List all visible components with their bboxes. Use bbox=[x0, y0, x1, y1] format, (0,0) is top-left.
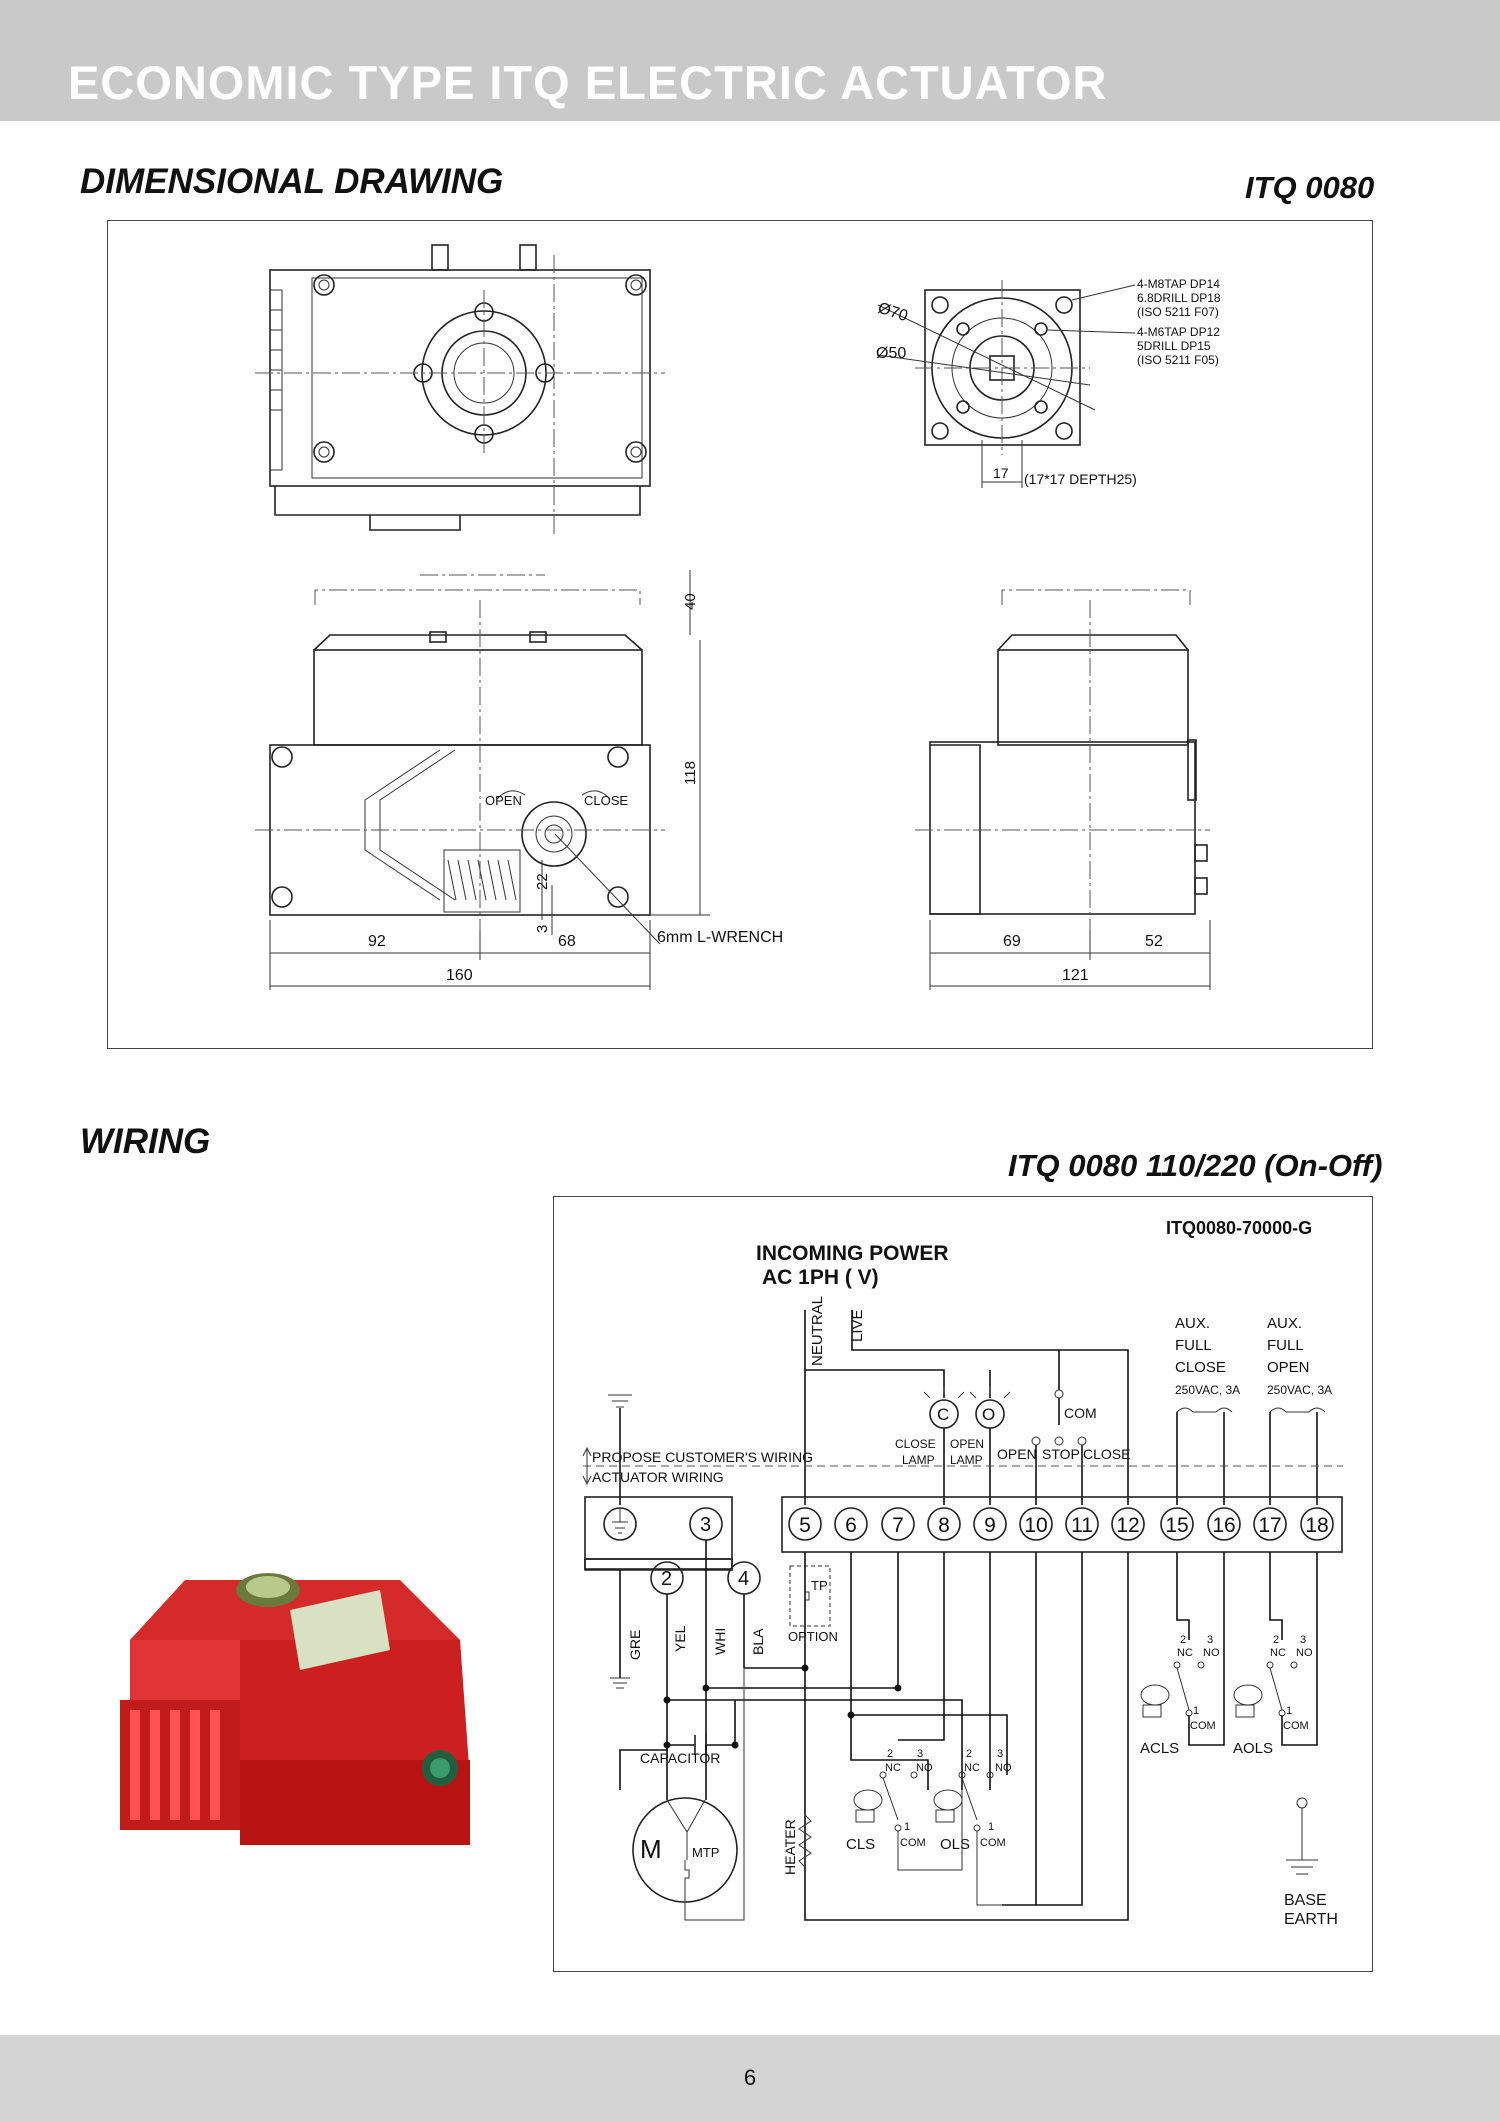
terminal-label: 18 bbox=[1305, 1514, 1329, 1537]
m6-label: 4-M6TAP DP12 bbox=[1137, 325, 1220, 339]
terminal-label: 17 bbox=[1258, 1514, 1282, 1537]
d68-label: 68 bbox=[558, 933, 576, 950]
d52-label: 52 bbox=[1145, 933, 1163, 950]
m8-label: 4-M8TAP DP14 bbox=[1137, 277, 1220, 291]
svg-text:M: M bbox=[640, 1834, 662, 1864]
iso07-label: (ISO 5211 F07) bbox=[1137, 305, 1219, 319]
capacitor-label: CAPACITOR bbox=[640, 1750, 721, 1766]
heater-label: HEATER bbox=[782, 1819, 798, 1875]
dimensional-title: DIMENSIONAL DRAWING bbox=[80, 162, 504, 201]
svg-text:LAMP: LAMP bbox=[902, 1453, 935, 1467]
wiring-code: ITQ0080-70000-G bbox=[1166, 1218, 1313, 1238]
d3-label: 3 bbox=[534, 924, 551, 933]
svg-text:LAMP: LAMP bbox=[950, 1453, 983, 1467]
page-title: ECONOMIC TYPE ITQ ELECTRIC ACTUATOR bbox=[68, 56, 1108, 109]
svg-text:2: 2 bbox=[966, 1748, 973, 1760]
svg-text:1: 1 bbox=[1193, 1705, 1200, 1717]
svg-text:OPEN: OPEN bbox=[950, 1437, 985, 1451]
wire-whi: WHI bbox=[712, 1627, 728, 1655]
terminal-label: 15 bbox=[1165, 1514, 1189, 1537]
svg-text:4: 4 bbox=[738, 1568, 750, 1590]
terminal-label: 11 bbox=[1071, 1514, 1093, 1537]
terminal-label: 9 bbox=[984, 1514, 996, 1537]
svg-text:2: 2 bbox=[661, 1568, 673, 1590]
wire-gre: GRE bbox=[627, 1629, 643, 1660]
terminal-label: 5 bbox=[799, 1514, 811, 1537]
page-number: 6 bbox=[743, 2065, 757, 2090]
d160-label: 160 bbox=[446, 967, 473, 984]
svg-text:OPEN: OPEN bbox=[1267, 1359, 1310, 1376]
svg-text:1: 1 bbox=[1286, 1705, 1293, 1717]
svg-text:AUX.: AUX. bbox=[1175, 1315, 1211, 1332]
drill68-label: 6.8DRILL DP18 bbox=[1137, 291, 1221, 305]
svg-text:AOLS: AOLS bbox=[1233, 1740, 1274, 1757]
close-label: CLOSE bbox=[584, 793, 629, 808]
svg-text:ACLS: ACLS bbox=[1140, 1740, 1180, 1757]
terminal-label: 7 bbox=[892, 1514, 904, 1537]
svg-text:NC: NC bbox=[885, 1762, 901, 1774]
svg-text:250VAC, 3A: 250VAC, 3A bbox=[1267, 1383, 1333, 1397]
svg-text:1: 1 bbox=[988, 1821, 995, 1833]
terminal-label: 16 bbox=[1212, 1514, 1236, 1537]
svg-text:CLOSE: CLOSE bbox=[895, 1437, 936, 1451]
svg-text:COM: COM bbox=[980, 1837, 1006, 1849]
option-label: OPTION bbox=[788, 1629, 838, 1644]
svg-text:NC: NC bbox=[1177, 1647, 1193, 1659]
svg-text:3: 3 bbox=[917, 1748, 924, 1760]
svg-text:250VAC, 3A: 250VAC, 3A bbox=[1175, 1383, 1241, 1397]
wire-bla: BLA bbox=[750, 1628, 766, 1655]
mtp-label: MTP bbox=[692, 1845, 720, 1860]
d69-label: 69 bbox=[1003, 933, 1021, 950]
svg-text:NO: NO bbox=[1203, 1647, 1220, 1659]
dimensional-model: ITQ 0080 bbox=[1245, 170, 1375, 205]
wiring-model: ITQ 0080 110/220 (On-Off) bbox=[1008, 1148, 1383, 1183]
svg-text:2: 2 bbox=[1180, 1634, 1187, 1646]
svg-text:3: 3 bbox=[997, 1748, 1004, 1760]
phi70-label: Ø70 bbox=[875, 299, 910, 326]
d118-label: 118 bbox=[682, 761, 699, 785]
live-label: LIVE bbox=[849, 1309, 866, 1342]
sqnote-label: (17*17 DEPTH25) bbox=[1024, 471, 1137, 487]
aux-open-label bbox=[1267, 1315, 1332, 1397]
svg-text:EARTH: EARTH bbox=[1284, 1911, 1338, 1928]
svg-text:TP: TP bbox=[811, 1578, 828, 1593]
sq17-label: 17 bbox=[993, 465, 1009, 481]
propose-label: PROPOSE CUSTOMER'S WIRING bbox=[592, 1449, 813, 1465]
svg-text:OLS: OLS bbox=[940, 1836, 971, 1853]
svg-text:FULL: FULL bbox=[1267, 1337, 1304, 1354]
svg-text:COM: COM bbox=[1190, 1720, 1216, 1732]
iso05-label: (ISO 5211 F05) bbox=[1137, 353, 1219, 367]
phi50-label: Ø50 bbox=[876, 345, 907, 362]
incoming-power-label: INCOMING POWER bbox=[756, 1242, 949, 1265]
svg-text:2: 2 bbox=[1273, 1634, 1280, 1646]
aux-close-label bbox=[1175, 1315, 1240, 1397]
open-label: OPEN bbox=[485, 793, 522, 808]
drill5-label: 5DRILL DP15 bbox=[1137, 339, 1211, 353]
ac-label: AC 1PH ( V) bbox=[762, 1266, 879, 1289]
svg-text:2: 2 bbox=[887, 1748, 894, 1760]
svg-text:CLS: CLS bbox=[846, 1836, 876, 1853]
wrench-label: 6mm L-WRENCH bbox=[657, 929, 784, 946]
terminal-label: 6 bbox=[845, 1514, 857, 1537]
svg-text:3: 3 bbox=[1300, 1634, 1307, 1646]
terminal-numbers bbox=[789, 1508, 1333, 1540]
svg-text:NC: NC bbox=[1270, 1647, 1286, 1659]
svg-text:BASE: BASE bbox=[1284, 1892, 1327, 1909]
terminal-label: 8 bbox=[938, 1514, 950, 1537]
svg-text:1: 1 bbox=[904, 1821, 911, 1833]
svg-text:OPEN: OPEN bbox=[997, 1446, 1037, 1462]
svg-text:3: 3 bbox=[1207, 1634, 1214, 1646]
svg-text:3: 3 bbox=[700, 1514, 712, 1536]
ols-switch bbox=[934, 1748, 1012, 1905]
svg-text:O: O bbox=[982, 1405, 996, 1424]
svg-text:AUX.: AUX. bbox=[1267, 1315, 1303, 1332]
svg-text:FULL: FULL bbox=[1175, 1337, 1212, 1354]
d22-label: 22 bbox=[534, 873, 551, 890]
svg-text:CLOSE: CLOSE bbox=[1083, 1446, 1131, 1462]
terminal-label: 12 bbox=[1116, 1514, 1140, 1537]
svg-text:NO: NO bbox=[916, 1762, 933, 1774]
acls-switch bbox=[1140, 1552, 1224, 1757]
aols-switch bbox=[1233, 1552, 1317, 1757]
svg-text:NC: NC bbox=[964, 1762, 980, 1774]
wiring-title: WIRING bbox=[80, 1122, 211, 1161]
wire-yel: YEL bbox=[672, 1625, 688, 1652]
d40-label: 40 bbox=[682, 593, 699, 610]
svg-text:STOP: STOP bbox=[1042, 1446, 1080, 1462]
terminal-label: 10 bbox=[1024, 1514, 1048, 1537]
svg-text:NO: NO bbox=[995, 1762, 1012, 1774]
svg-text:COM: COM bbox=[1283, 1720, 1309, 1732]
base-earth bbox=[1284, 1798, 1338, 1928]
footer-bar bbox=[0, 2035, 1500, 2121]
com-label: COM bbox=[1064, 1405, 1097, 1421]
svg-text:C: C bbox=[937, 1405, 950, 1424]
svg-text:CLOSE: CLOSE bbox=[1175, 1359, 1226, 1376]
svg-text:NO: NO bbox=[1296, 1647, 1313, 1659]
d121-label: 121 bbox=[1062, 967, 1089, 984]
actuator-wiring-label: ACTUATOR WIRING bbox=[592, 1469, 724, 1485]
d92-label: 92 bbox=[368, 933, 386, 950]
svg-text:COM: COM bbox=[900, 1837, 926, 1849]
neutral-label: NEUTRAL bbox=[809, 1295, 826, 1366]
